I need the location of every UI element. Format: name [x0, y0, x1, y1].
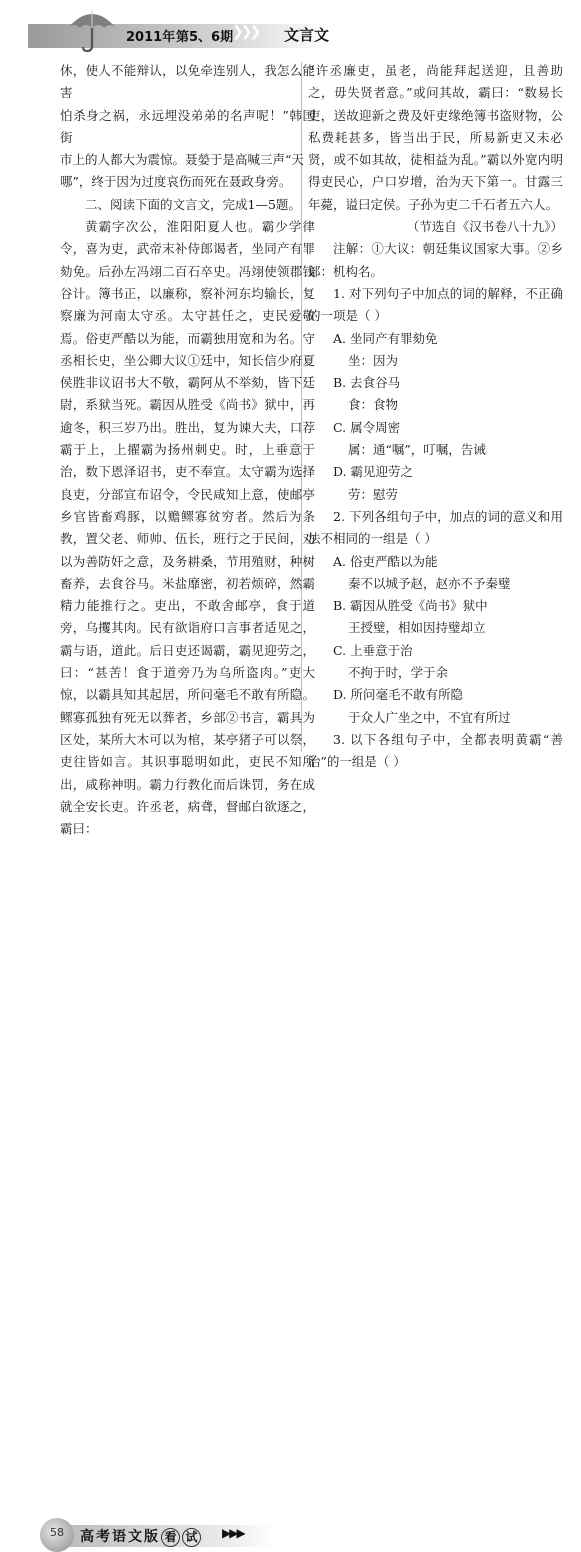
header-issue: 第5、6期	[176, 30, 234, 45]
footer-title	[80, 1526, 202, 1547]
q1-option-d: D. 霸见迎劳之	[333, 464, 414, 480]
footer-title-text: 高考语文版	[80, 1529, 160, 1545]
source-citation: （节选自《汉书卷八十九》）	[406, 219, 563, 235]
question-1-stem: 1. 对下列句子中加点的词的解释，不正确的一项是（ ）	[308, 285, 563, 324]
text-line: 哪”，终于因为过度哀伤而死在聂政身旁。	[60, 174, 292, 190]
q2-option-a-pair: 秦不以城予赵，赵亦不予秦璧	[348, 575, 511, 591]
question-3-stem: 3. 以下各组句子中，全都表明黄霸“善治”的一组是（ ）	[308, 731, 563, 770]
text-line: 怕杀身之祸，永远埋没弟弟的名声呢！”韩国街	[60, 107, 315, 145]
page-header	[0, 0, 581, 58]
notes: 注解：①大议：朝廷集议国家大事。②乡部：机构名。	[308, 241, 563, 279]
q2-option-c: C. 上垂意于治	[333, 642, 413, 658]
page-footer	[0, 756, 581, 1545]
text-line: 市上的人都大为震惊。聂嫈于是高喊三声“天	[60, 152, 304, 168]
q2-option-d-pair: 于众人广坐之中，不宜有所过	[348, 709, 511, 725]
q2-option-a: A. 俗吏严酷以为能	[333, 553, 438, 569]
q2-option-d: D. 所问毫毛不敢有所隐	[333, 687, 464, 703]
q2-option-b-pair: 王授璧，相如因持璧却立	[348, 620, 486, 636]
text-line: 休，使人不能辩认，以免牵连别人，我怎么能害	[60, 63, 315, 101]
page-number: 58	[50, 1526, 64, 1539]
section-heading: 二、阅读下面的文言文，完成1—5题。	[85, 196, 301, 212]
q2-option-b: B. 霸因从胜受《尚书》狱中	[333, 598, 488, 614]
passage-paragraph: 黄霸字次公，淮阳阳夏人也。霸少学律令，喜为吏，武帝末补侍郎谒者，坐同产有罪劾免。后孙左冯翊二百石卒史。冯翊使领郡钱谷计。簿书正，以廉称，察补河东均输长，复察廉为河南太守丞。太守甚任之，吏民爱敬焉。俗吏严酷以为能，而霸独用宽和为名。守丞相长史，坐公卿大议①廷中，知长信少府夏侯胜非议诏书大不敬，霸阿从不举劾，皆下廷尉，系狱当死。霸因从胜受《尚书》狱中，再逾冬，积三岁乃出。胜出，复为谏大夫，口荐霸于上，上擢霸为扬州刺史。时，上垂意于治，数下恩泽诏书，吏不奉宣。太守霸为选择良吏，分部宣布诏令，令民咸知上意，使邮亭乡官皆畜鸡豚，以赡鳏寡贫穷者。然后为条教，置父老、师帅、伍长，班行之于民间，劝以为善防奸之意，及务耕桑，节用殖财，种树畜养，去食谷马。米盐靡密，初若烦碎，然霸精力能推行之。吏出，不敢舍邮亭，食于道旁，乌攫其肉。民有欲诣府口言事者适见之，霸与语，道此。后日吏还谒霸，霸见迎劳之，曰：“甚苦！食于道旁乃为乌所盗肉。”吏大惊，以霸具知其起居，所问毫毛不敢有所隐。鳏寡孤独有死无以葬者，乡部②书言，霸具为区处，某所大木可以为棺，某亭猪子可以祭，吏往皆如言。其识事聪明如此，吏民不知所出，咸称神明。霸力行教化而后诛罚，务在成就全安长吏。许丞老，病聋，督邮白欲逐之，霸曰：	[60, 219, 315, 837]
q1-option-d-gloss: 劳：慰劳	[348, 486, 399, 502]
q1-option-b-gloss: 食：食物	[348, 397, 399, 413]
passage-paragraph: “许丞廉吏，虽老，尚能拜起送迎，且善助之，毋失贤者意。”或问其故，霸曰：“数易长吏，送故迎新之费及奸吏缘绝簿书盗财物，公私费耗甚多，皆当出于民，所易新吏又未必贤，或不如其故，徒相益为乱。”霸以外宽内明得吏民心，户口岁增，治为天下第一。甘露三年薨，谥曰定侯。子孙为吏二千石者五六人。	[308, 63, 563, 212]
header-year: 2011年	[126, 30, 176, 45]
q1-option-c-gloss: 属：通“嘱”，叮嘱，告诫	[348, 442, 486, 458]
footer-badge-1: 看	[161, 1528, 180, 1547]
footer-arrows-icon: ▶▶▶	[222, 1526, 244, 1540]
question-2-stem: 2. 下列各组句子中，加点的词的意义和用法不相同的一组是（ ）	[308, 508, 563, 547]
q1-option-c: C. 属令周密	[333, 419, 401, 435]
header-arrows-icon: ❯❯❯	[232, 24, 259, 40]
umbrella-icon	[64, 6, 120, 54]
q1-option-a: A. 坐同产有罪劾免	[333, 330, 438, 346]
q2-option-c-pair: 不拘于时，学于余	[348, 665, 449, 681]
q1-option-a-gloss: 坐：因为	[348, 352, 399, 368]
footer-badge-2: 试	[182, 1528, 201, 1547]
header-section-title: 文言文	[284, 26, 330, 44]
right-column	[308, 60, 563, 774]
left-column	[60, 60, 315, 840]
q1-option-b: B. 去食谷马	[333, 375, 401, 391]
